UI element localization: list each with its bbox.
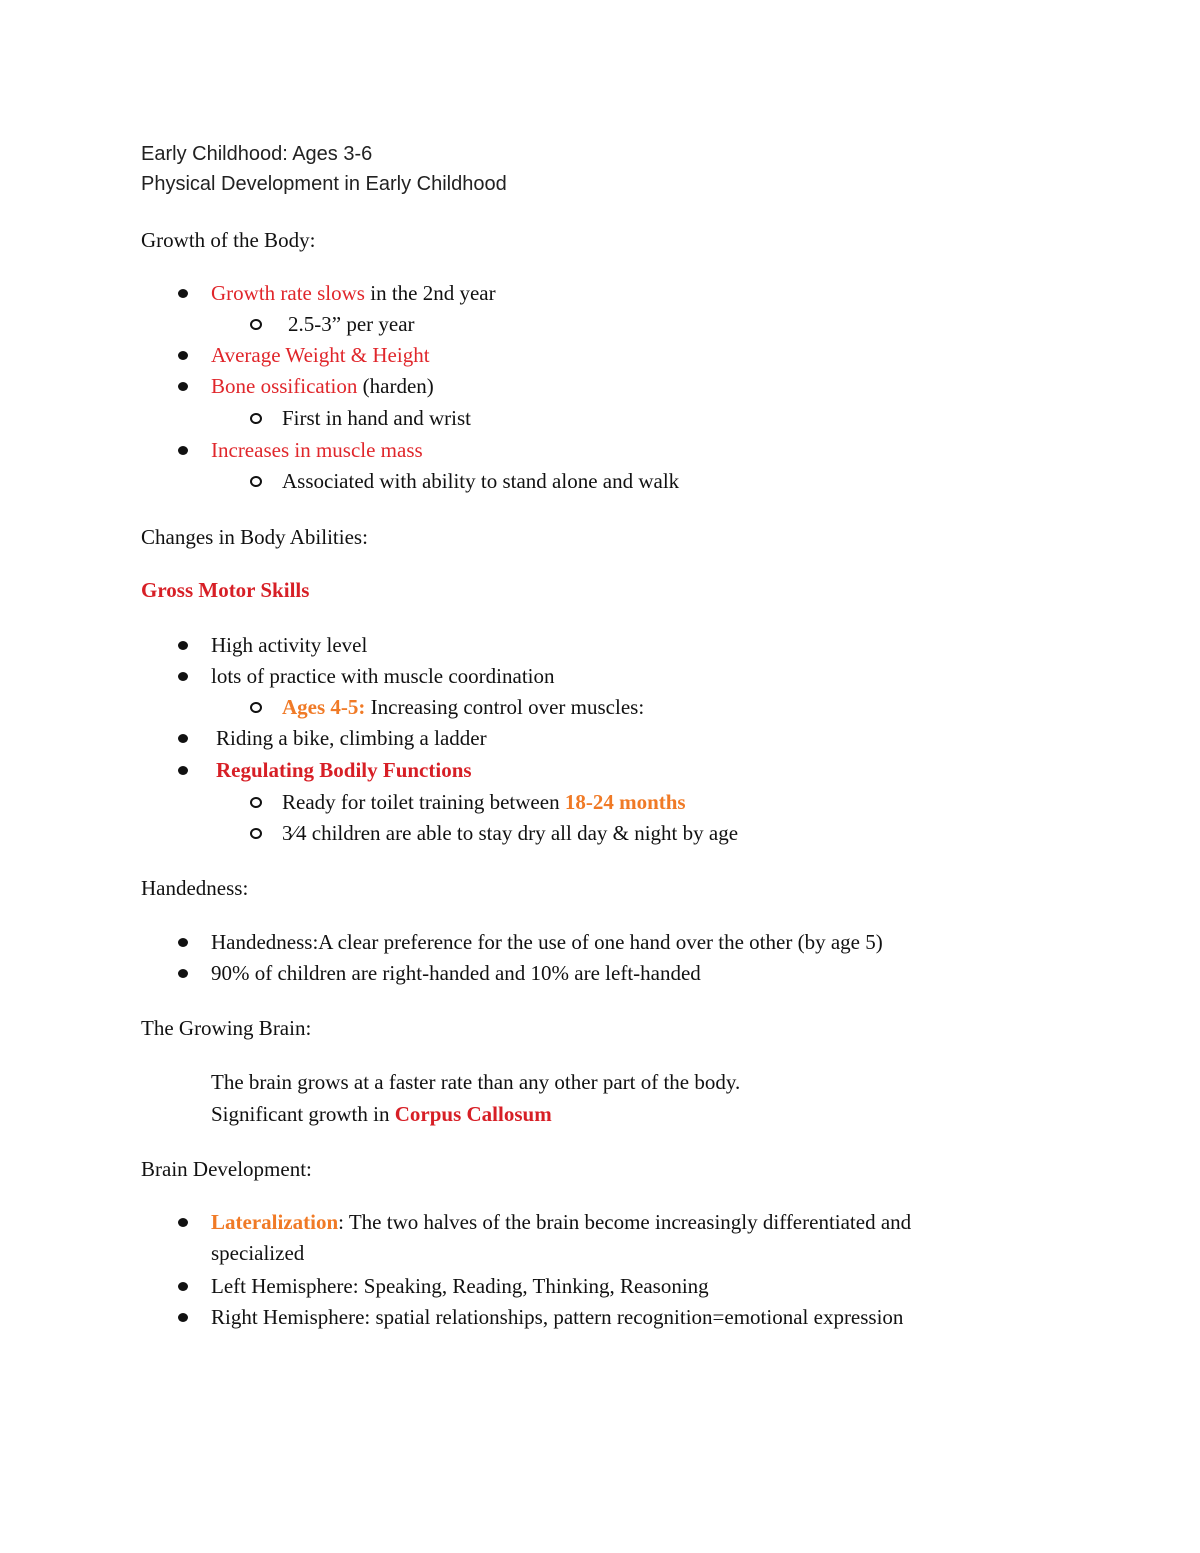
bullet-icon xyxy=(178,734,188,743)
list-item xyxy=(211,1209,911,1235)
sub-list-item xyxy=(282,694,644,720)
bullet-icon xyxy=(178,672,188,681)
bullet-icon xyxy=(178,351,188,360)
item-text: Ready for toilet training between xyxy=(282,790,565,814)
list-item: lots of practice with muscle coordination xyxy=(211,664,555,688)
age-label: Ages 4-5: xyxy=(282,695,366,719)
brain-line: The brain grows at a faster rate than any other part of the body. xyxy=(211,1070,741,1094)
document-title: Early Childhood: Ages 3-6 xyxy=(141,143,373,165)
growth-heading: Growth of the Body: xyxy=(141,228,316,252)
sub-bullet-icon xyxy=(250,828,262,839)
abilities-heading: Changes in Body Abilities: xyxy=(141,525,368,549)
sub-list-item: 2.5-3” per year xyxy=(288,312,415,336)
item-text: : The two halves of the brain become increasingly differentiated and xyxy=(338,1210,912,1234)
sub-list-item: 3⁄4 children are able to stay dry all day & night by age xyxy=(282,821,739,845)
item-text: Significant growth in xyxy=(211,1102,395,1126)
sub-bullet-icon xyxy=(250,702,262,713)
item-text: (harden) xyxy=(357,374,434,398)
brain-development-heading: Brain Development: xyxy=(141,1157,312,1181)
list-item: Increases in muscle mass xyxy=(211,438,423,462)
highlight-text: Corpus Callosum xyxy=(394,1102,552,1126)
gross-motor-heading: Gross Motor Skills xyxy=(141,578,310,602)
brain-line xyxy=(211,1101,552,1127)
bullet-icon xyxy=(178,641,188,650)
sub-bullet-icon xyxy=(250,476,262,487)
item-text: Increasing control over muscles: xyxy=(365,695,645,719)
sub-list-item: First in hand and wrist xyxy=(282,406,471,430)
list-item: Left Hemisphere: Speaking, Reading, Thinking, Reasoning xyxy=(211,1274,709,1298)
bullet-icon xyxy=(178,446,188,455)
list-item: Average Weight & Height xyxy=(211,343,430,367)
document-subtitle: Physical Development in Early Childhood xyxy=(141,173,507,195)
growing-brain-heading: The Growing Brain: xyxy=(141,1016,312,1040)
bullet-icon xyxy=(178,289,188,298)
bullet-icon xyxy=(178,969,188,978)
bullet-icon xyxy=(178,766,188,775)
list-item: Riding a bike, climbing a ladder xyxy=(216,726,487,750)
bullet-icon xyxy=(178,1218,188,1227)
sub-bullet-icon xyxy=(250,797,262,808)
bullet-icon xyxy=(178,1282,188,1291)
term-label: Lateralization xyxy=(211,1210,339,1234)
bullet-icon xyxy=(178,1313,188,1322)
list-item: 90% of children are right-handed and 10% are left-handed xyxy=(211,961,701,985)
sub-bullet-icon xyxy=(250,319,262,330)
highlight-text: 18-24 months xyxy=(564,790,686,814)
handedness-heading: Handedness: xyxy=(141,876,249,900)
list-item: Handedness:A clear preference for the use of one hand over the other (by age 5) xyxy=(211,930,883,954)
list-item xyxy=(211,280,496,306)
bullet-icon xyxy=(178,382,188,391)
bullet-icon xyxy=(178,938,188,947)
sub-list-item xyxy=(282,789,686,815)
sub-list-item: Associated with ability to stand alone and walk xyxy=(282,469,680,493)
list-item: Right Hemisphere: spatial relationships, pattern recognition=emotional expression xyxy=(211,1305,904,1329)
list-item: Regulating Bodily Functions xyxy=(216,758,472,782)
sub-bullet-icon xyxy=(250,413,262,424)
highlight-text: Bone ossification xyxy=(211,374,358,398)
list-item xyxy=(211,373,434,399)
list-item: High activity level xyxy=(211,633,368,657)
list-item-continuation: specialized xyxy=(211,1241,305,1265)
highlight-text: Growth rate slows xyxy=(211,281,365,305)
item-text: in the 2nd year xyxy=(364,281,496,305)
